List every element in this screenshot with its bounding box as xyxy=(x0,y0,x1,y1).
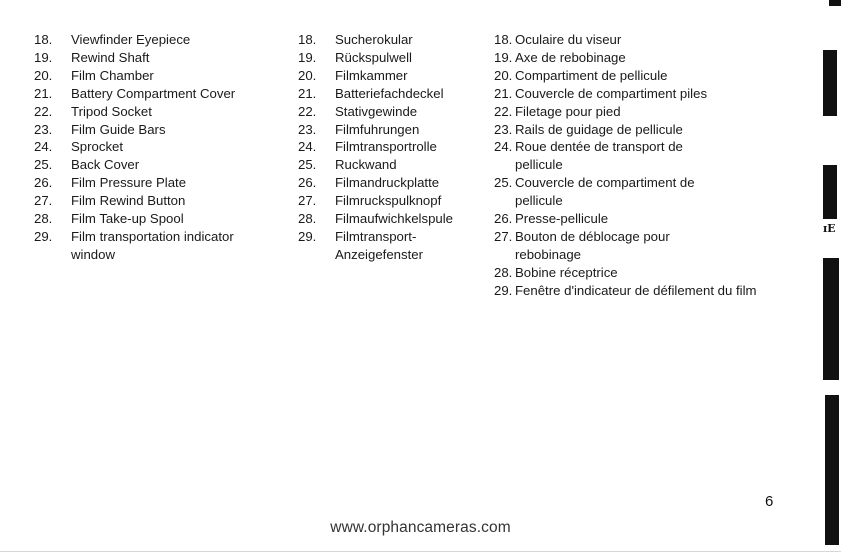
item-number: 27. xyxy=(298,193,317,209)
list-item xyxy=(34,156,264,174)
scan-edge-mark xyxy=(829,0,841,6)
item-text: Back Cover xyxy=(71,157,140,173)
item-number: 20. xyxy=(34,67,53,83)
item-number: 21. xyxy=(494,85,513,101)
item-text: Filmtransport- Anzeigefenster xyxy=(335,228,423,262)
list-item xyxy=(494,282,769,300)
item-text: Sprocket xyxy=(71,139,124,155)
item-number: 25. xyxy=(34,157,53,173)
scan-edge-mark xyxy=(823,165,837,219)
list-item xyxy=(298,103,468,121)
item-number: 28. xyxy=(298,211,317,227)
item-text: Filmaufwichkelspule xyxy=(335,211,453,227)
list-item xyxy=(34,67,264,85)
german-parts-list xyxy=(298,31,468,264)
scan-edge-mark xyxy=(823,258,839,380)
item-number: 23. xyxy=(494,121,513,137)
item-text: Filmtransportrolle xyxy=(335,139,437,155)
item-number: 22. xyxy=(494,103,513,119)
item-text: Couvercle de compartiment de pellicule xyxy=(515,175,695,209)
item-text: Tripod Socket xyxy=(71,103,152,119)
item-text: Fenêtre d'indicateur de défilement du film xyxy=(515,282,757,298)
item-number: 18. xyxy=(298,32,317,47)
item-number: 18. xyxy=(34,32,53,47)
list-item xyxy=(494,210,769,228)
scan-edge-mark xyxy=(823,50,837,116)
item-text: Compartiment de pellicule xyxy=(515,67,668,83)
list-item xyxy=(494,31,769,49)
list-item xyxy=(298,138,468,156)
english-parts-list xyxy=(34,31,264,264)
item-text: Bouton de déblocage pour rebobinage xyxy=(515,228,670,262)
list-item xyxy=(34,192,264,210)
item-number: 22. xyxy=(34,103,53,119)
item-text: Rails de guidage de pellicule xyxy=(515,121,683,137)
item-number: 24. xyxy=(34,139,53,155)
item-number: 29. xyxy=(34,228,53,244)
list-item xyxy=(298,67,468,85)
item-number: 29. xyxy=(298,228,317,244)
scan-edge-mark xyxy=(825,395,839,545)
list-item xyxy=(34,121,264,139)
footer-url: www.orphancameras.com xyxy=(330,519,511,536)
list-item xyxy=(298,31,468,49)
item-text: Film Guide Bars xyxy=(71,121,166,137)
list-item xyxy=(298,192,468,210)
list-item xyxy=(34,85,264,103)
item-text: Film transportation indicator window xyxy=(71,228,234,262)
list-item xyxy=(298,174,468,192)
item-number: 28. xyxy=(494,264,513,280)
item-text: Filmfuhrungen xyxy=(335,121,420,137)
item-text: Presse-pellicule xyxy=(515,211,609,227)
item-number: 24. xyxy=(298,139,317,155)
item-number: 21. xyxy=(34,85,53,101)
scan-edge-glyph: ɪE xyxy=(823,222,836,235)
item-number: 20. xyxy=(494,67,513,83)
item-text: Couvercle de compartiment piles xyxy=(515,85,708,101)
item-number: 20. xyxy=(298,67,317,83)
item-text: Bobine réceptrice xyxy=(515,264,618,280)
item-text: Filmandruckplatte xyxy=(335,175,440,191)
item-number: 26. xyxy=(34,175,53,191)
item-number: 25. xyxy=(298,157,317,173)
item-number: 27. xyxy=(494,228,513,244)
list-item xyxy=(298,49,468,67)
page-number: 6 xyxy=(765,493,774,510)
item-number: 22. xyxy=(298,103,317,119)
list-item xyxy=(494,138,769,174)
item-text: Stativgewinde xyxy=(335,103,418,119)
list-item xyxy=(34,31,264,49)
item-text: Roue dentée de transport de pellicule xyxy=(515,139,683,173)
item-number: 23. xyxy=(298,121,317,137)
list-item xyxy=(298,85,468,103)
list-item xyxy=(494,174,769,210)
item-number: 27. xyxy=(34,193,53,209)
item-text: Filetage pour pied xyxy=(515,103,621,119)
french-parts-list xyxy=(494,31,769,300)
item-text: Film Take-up Spool xyxy=(71,211,184,227)
list-item xyxy=(494,121,769,139)
item-number: 19. xyxy=(298,49,317,65)
item-text: Battery Compartment Cover xyxy=(71,85,236,101)
item-number: 21. xyxy=(298,85,317,101)
list-item xyxy=(494,264,769,282)
item-number: 26. xyxy=(494,211,513,227)
list-item xyxy=(494,85,769,103)
list-item xyxy=(298,121,468,139)
item-text: Sucherokular xyxy=(335,32,413,47)
item-number: 25. xyxy=(494,175,513,191)
item-number: 28. xyxy=(34,211,53,227)
list-item xyxy=(298,210,468,228)
item-text: Axe de rebobinage xyxy=(515,49,626,65)
item-number: 26. xyxy=(298,175,317,191)
list-item xyxy=(298,228,468,264)
list-item xyxy=(34,138,264,156)
item-number: 24. xyxy=(494,139,513,155)
list-item xyxy=(34,174,264,192)
list-item xyxy=(494,67,769,85)
item-text: Film Pressure Plate xyxy=(71,175,187,191)
item-number: 23. xyxy=(34,121,53,137)
list-item xyxy=(494,103,769,121)
item-number: 19. xyxy=(494,49,513,65)
item-text: Film Rewind Button xyxy=(71,193,186,209)
item-text: Rewind Shaft xyxy=(71,49,150,65)
item-number: 29. xyxy=(494,282,513,298)
item-text: Oculaire du viseur xyxy=(515,32,622,47)
item-number: 18. xyxy=(494,32,513,47)
list-item xyxy=(494,49,769,67)
list-item xyxy=(34,210,264,228)
item-text: Ruckwand xyxy=(335,157,397,173)
list-item xyxy=(34,103,264,121)
bottom-rule xyxy=(0,551,841,552)
item-text: Rückspulwell xyxy=(335,49,412,65)
list-item xyxy=(494,228,769,264)
item-text: Filmkammer xyxy=(335,67,408,83)
item-text: Film Chamber xyxy=(71,67,154,83)
item-text: Viewfinder Eyepiece xyxy=(71,32,191,47)
item-text: Batteriefachdeckel xyxy=(335,85,444,101)
item-number: 19. xyxy=(34,49,53,65)
list-item xyxy=(34,49,264,67)
list-item xyxy=(298,156,468,174)
list-item xyxy=(34,228,264,264)
item-text: Filmruckspulknopf xyxy=(335,193,442,209)
